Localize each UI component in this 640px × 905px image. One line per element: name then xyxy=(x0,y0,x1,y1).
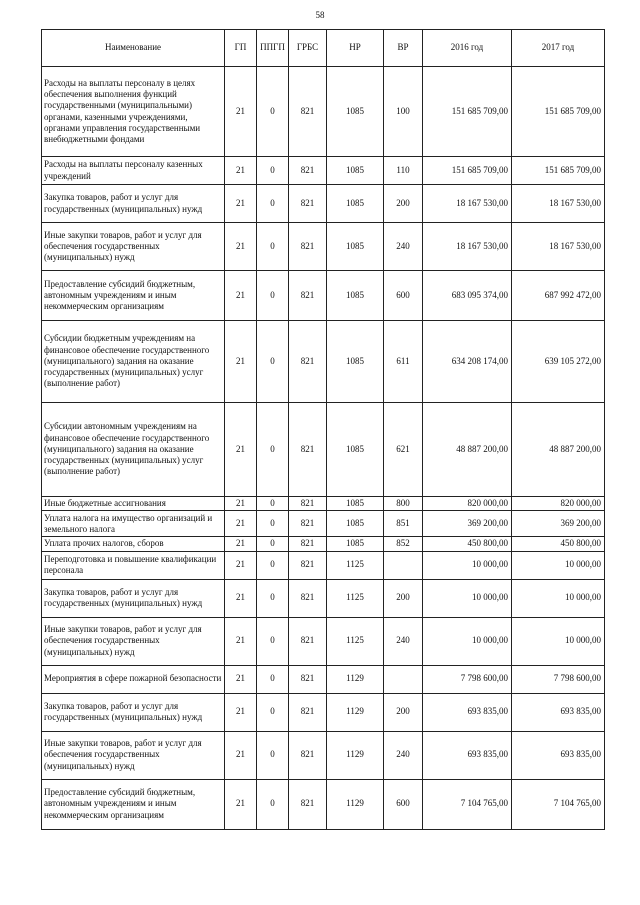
cell-grbs: 821 xyxy=(289,551,327,579)
cell-name: Субсидии бюджетным учреждениям на финансовое обеспечение государственного (муниципального) задания на оказание государственных (муниципальных) услуг (выполнение работ) xyxy=(42,321,225,403)
cell-vr: 110 xyxy=(384,157,423,185)
cell-grbs: 821 xyxy=(289,223,327,271)
cell-gp: 21 xyxy=(225,67,257,157)
cell-name: Предоставление субсидий бюджетным, автономным учреждениям и иным некоммерческим организациям xyxy=(42,271,225,321)
cell-2017: 18 167 530,00 xyxy=(512,185,605,223)
cell-2017: 151 685 709,00 xyxy=(512,157,605,185)
cell-2016: 151 685 709,00 xyxy=(423,67,512,157)
cell-grbs: 821 xyxy=(289,779,327,829)
header-nr: НР xyxy=(327,30,384,67)
cell-vr: 611 xyxy=(384,321,423,403)
cell-vr: 240 xyxy=(384,223,423,271)
cell-2016: 683 095 374,00 xyxy=(423,271,512,321)
cell-gp: 21 xyxy=(225,321,257,403)
cell-gp: 21 xyxy=(225,157,257,185)
cell-2017: 18 167 530,00 xyxy=(512,223,605,271)
cell-vr: 200 xyxy=(384,693,423,731)
cell-ppgp: 0 xyxy=(257,665,289,693)
cell-gp: 21 xyxy=(225,537,257,551)
cell-2016: 18 167 530,00 xyxy=(423,223,512,271)
cell-ppgp: 0 xyxy=(257,617,289,665)
cell-2016: 634 208 174,00 xyxy=(423,321,512,403)
cell-nr: 1129 xyxy=(327,665,384,693)
cell-2016: 450 800,00 xyxy=(423,537,512,551)
cell-gp: 21 xyxy=(225,617,257,665)
cell-name: Иные закупки товаров, работ и услуг для обеспечения государственных (муниципальных) нужд xyxy=(42,731,225,779)
cell-2017: 820 000,00 xyxy=(512,497,605,511)
cell-vr xyxy=(384,665,423,693)
cell-ppgp: 0 xyxy=(257,693,289,731)
header-name: Наименование xyxy=(42,30,225,67)
cell-gp: 21 xyxy=(225,665,257,693)
cell-nr: 1085 xyxy=(327,67,384,157)
cell-2016: 18 167 530,00 xyxy=(423,185,512,223)
cell-name: Переподготовка и повышение квалификации персонала xyxy=(42,551,225,579)
cell-ppgp: 0 xyxy=(257,731,289,779)
cell-nr: 1125 xyxy=(327,551,384,579)
header-grbs: ГРБС xyxy=(289,30,327,67)
cell-nr: 1125 xyxy=(327,579,384,617)
header-vr: ВР xyxy=(384,30,423,67)
cell-grbs: 821 xyxy=(289,731,327,779)
cell-ppgp: 0 xyxy=(257,403,289,497)
cell-2017: 48 887 200,00 xyxy=(512,403,605,497)
cell-2016: 820 000,00 xyxy=(423,497,512,511)
cell-2017: 10 000,00 xyxy=(512,617,605,665)
cell-name: Иные бюджетные ассигнования xyxy=(42,497,225,511)
table-row xyxy=(42,223,605,271)
cell-vr: 600 xyxy=(384,779,423,829)
cell-ppgp: 0 xyxy=(257,579,289,617)
cell-name: Расходы на выплаты персоналу в целях обеспечения выполнения функций государственными (муниципальными) органами, казенными учреждениями, органами управления государственными внебюджетными фондами xyxy=(42,67,225,157)
cell-name: Закупка товаров, работ и услуг для государственных (муниципальных) нужд xyxy=(42,185,225,223)
table-row xyxy=(42,537,605,551)
table-row xyxy=(42,779,605,829)
cell-2017: 369 200,00 xyxy=(512,511,605,537)
cell-vr: 600 xyxy=(384,271,423,321)
cell-gp: 21 xyxy=(225,185,257,223)
table-row xyxy=(42,497,605,511)
cell-vr: 800 xyxy=(384,497,423,511)
cell-gp: 21 xyxy=(225,579,257,617)
cell-vr xyxy=(384,551,423,579)
cell-grbs: 821 xyxy=(289,67,327,157)
cell-grbs: 821 xyxy=(289,403,327,497)
cell-ppgp: 0 xyxy=(257,223,289,271)
cell-2017: 7 798 600,00 xyxy=(512,665,605,693)
cell-ppgp: 0 xyxy=(257,67,289,157)
cell-grbs: 821 xyxy=(289,511,327,537)
cell-nr: 1085 xyxy=(327,497,384,511)
cell-2017: 693 835,00 xyxy=(512,731,605,779)
header-ppgp: ППГП xyxy=(257,30,289,67)
table-row xyxy=(42,511,605,537)
cell-vr: 100 xyxy=(384,67,423,157)
budget-table xyxy=(41,29,605,830)
cell-name: Субсидии автономным учреждениям на финансовое обеспечение государственного (муниципального) задания на оказание государственных (муниципальных) услуг (выполнение работ) xyxy=(42,403,225,497)
header-gp: ГП xyxy=(225,30,257,67)
table-row xyxy=(42,67,605,157)
cell-ppgp: 0 xyxy=(257,321,289,403)
cell-gp: 21 xyxy=(225,271,257,321)
table-body xyxy=(42,67,605,830)
table-row xyxy=(42,693,605,731)
cell-grbs: 821 xyxy=(289,537,327,551)
cell-grbs: 821 xyxy=(289,157,327,185)
table-row xyxy=(42,731,605,779)
cell-2017: 7 104 765,00 xyxy=(512,779,605,829)
cell-vr: 200 xyxy=(384,185,423,223)
cell-name: Иные закупки товаров, работ и услуг для обеспечения государственных (муниципальных) нужд xyxy=(42,617,225,665)
cell-grbs: 821 xyxy=(289,271,327,321)
cell-ppgp: 0 xyxy=(257,779,289,829)
cell-grbs: 821 xyxy=(289,617,327,665)
cell-nr: 1085 xyxy=(327,271,384,321)
cell-gp: 21 xyxy=(225,497,257,511)
cell-name: Расходы на выплаты персоналу казенных учреждений xyxy=(42,157,225,185)
cell-nr: 1085 xyxy=(327,223,384,271)
cell-grbs: 821 xyxy=(289,321,327,403)
table-row xyxy=(42,403,605,497)
table-row xyxy=(42,321,605,403)
cell-gp: 21 xyxy=(225,223,257,271)
table-row xyxy=(42,579,605,617)
cell-vr: 852 xyxy=(384,537,423,551)
cell-name: Мероприятия в сфере пожарной безопасности xyxy=(42,665,225,693)
cell-nr: 1129 xyxy=(327,779,384,829)
cell-grbs: 821 xyxy=(289,579,327,617)
cell-2016: 693 835,00 xyxy=(423,731,512,779)
cell-gp: 21 xyxy=(225,511,257,537)
cell-ppgp: 0 xyxy=(257,537,289,551)
cell-2017: 10 000,00 xyxy=(512,579,605,617)
table-row xyxy=(42,551,605,579)
cell-2016: 693 835,00 xyxy=(423,693,512,731)
cell-2016: 10 000,00 xyxy=(423,617,512,665)
cell-nr: 1085 xyxy=(327,511,384,537)
cell-grbs: 821 xyxy=(289,497,327,511)
cell-nr: 1085 xyxy=(327,185,384,223)
cell-name: Закупка товаров, работ и услуг для государственных (муниципальных) нужд xyxy=(42,579,225,617)
cell-2016: 7 104 765,00 xyxy=(423,779,512,829)
table-row xyxy=(42,185,605,223)
cell-name: Предоставление субсидий бюджетным, автономным учреждениям и иным некоммерческим организациям xyxy=(42,779,225,829)
cell-nr: 1129 xyxy=(327,693,384,731)
cell-nr: 1085 xyxy=(327,403,384,497)
cell-vr: 621 xyxy=(384,403,423,497)
cell-ppgp: 0 xyxy=(257,551,289,579)
cell-name: Уплата прочих налогов, сборов xyxy=(42,537,225,551)
cell-nr: 1125 xyxy=(327,617,384,665)
cell-ppgp: 0 xyxy=(257,157,289,185)
cell-vr: 240 xyxy=(384,731,423,779)
table-row xyxy=(42,665,605,693)
cell-grbs: 821 xyxy=(289,185,327,223)
cell-vr: 200 xyxy=(384,579,423,617)
table-header-row xyxy=(42,30,605,67)
cell-2017: 693 835,00 xyxy=(512,693,605,731)
cell-gp: 21 xyxy=(225,403,257,497)
cell-ppgp: 0 xyxy=(257,185,289,223)
cell-2017: 450 800,00 xyxy=(512,537,605,551)
cell-2016: 369 200,00 xyxy=(423,511,512,537)
cell-2017: 151 685 709,00 xyxy=(512,67,605,157)
table-row xyxy=(42,617,605,665)
cell-gp: 21 xyxy=(225,693,257,731)
cell-gp: 21 xyxy=(225,779,257,829)
cell-2017: 10 000,00 xyxy=(512,551,605,579)
page-number: 58 xyxy=(315,10,325,20)
header-2016: 2016 год xyxy=(423,30,512,67)
table-row xyxy=(42,157,605,185)
table-row xyxy=(42,271,605,321)
cell-name: Уплата налога на имущество организаций и земельного налога xyxy=(42,511,225,537)
cell-nr: 1085 xyxy=(327,321,384,403)
cell-2016: 7 798 600,00 xyxy=(423,665,512,693)
header-2017: 2017 год xyxy=(512,30,605,67)
cell-name: Закупка товаров, работ и услуг для государственных (муниципальных) нужд xyxy=(42,693,225,731)
cell-2017: 639 105 272,00 xyxy=(512,321,605,403)
cell-gp: 21 xyxy=(225,731,257,779)
cell-ppgp: 0 xyxy=(257,511,289,537)
cell-2016: 10 000,00 xyxy=(423,551,512,579)
cell-nr: 1129 xyxy=(327,731,384,779)
cell-vr: 851 xyxy=(384,511,423,537)
cell-2017: 687 992 472,00 xyxy=(512,271,605,321)
cell-nr: 1085 xyxy=(327,537,384,551)
cell-grbs: 821 xyxy=(289,665,327,693)
cell-2016: 48 887 200,00 xyxy=(423,403,512,497)
cell-name: Иные закупки товаров, работ и услуг для обеспечения государственных (муниципальных) нужд xyxy=(42,223,225,271)
cell-2016: 151 685 709,00 xyxy=(423,157,512,185)
cell-gp: 21 xyxy=(225,551,257,579)
cell-grbs: 821 xyxy=(289,693,327,731)
cell-2016: 10 000,00 xyxy=(423,579,512,617)
cell-vr: 240 xyxy=(384,617,423,665)
cell-nr: 1085 xyxy=(327,157,384,185)
cell-ppgp: 0 xyxy=(257,271,289,321)
cell-ppgp: 0 xyxy=(257,497,289,511)
